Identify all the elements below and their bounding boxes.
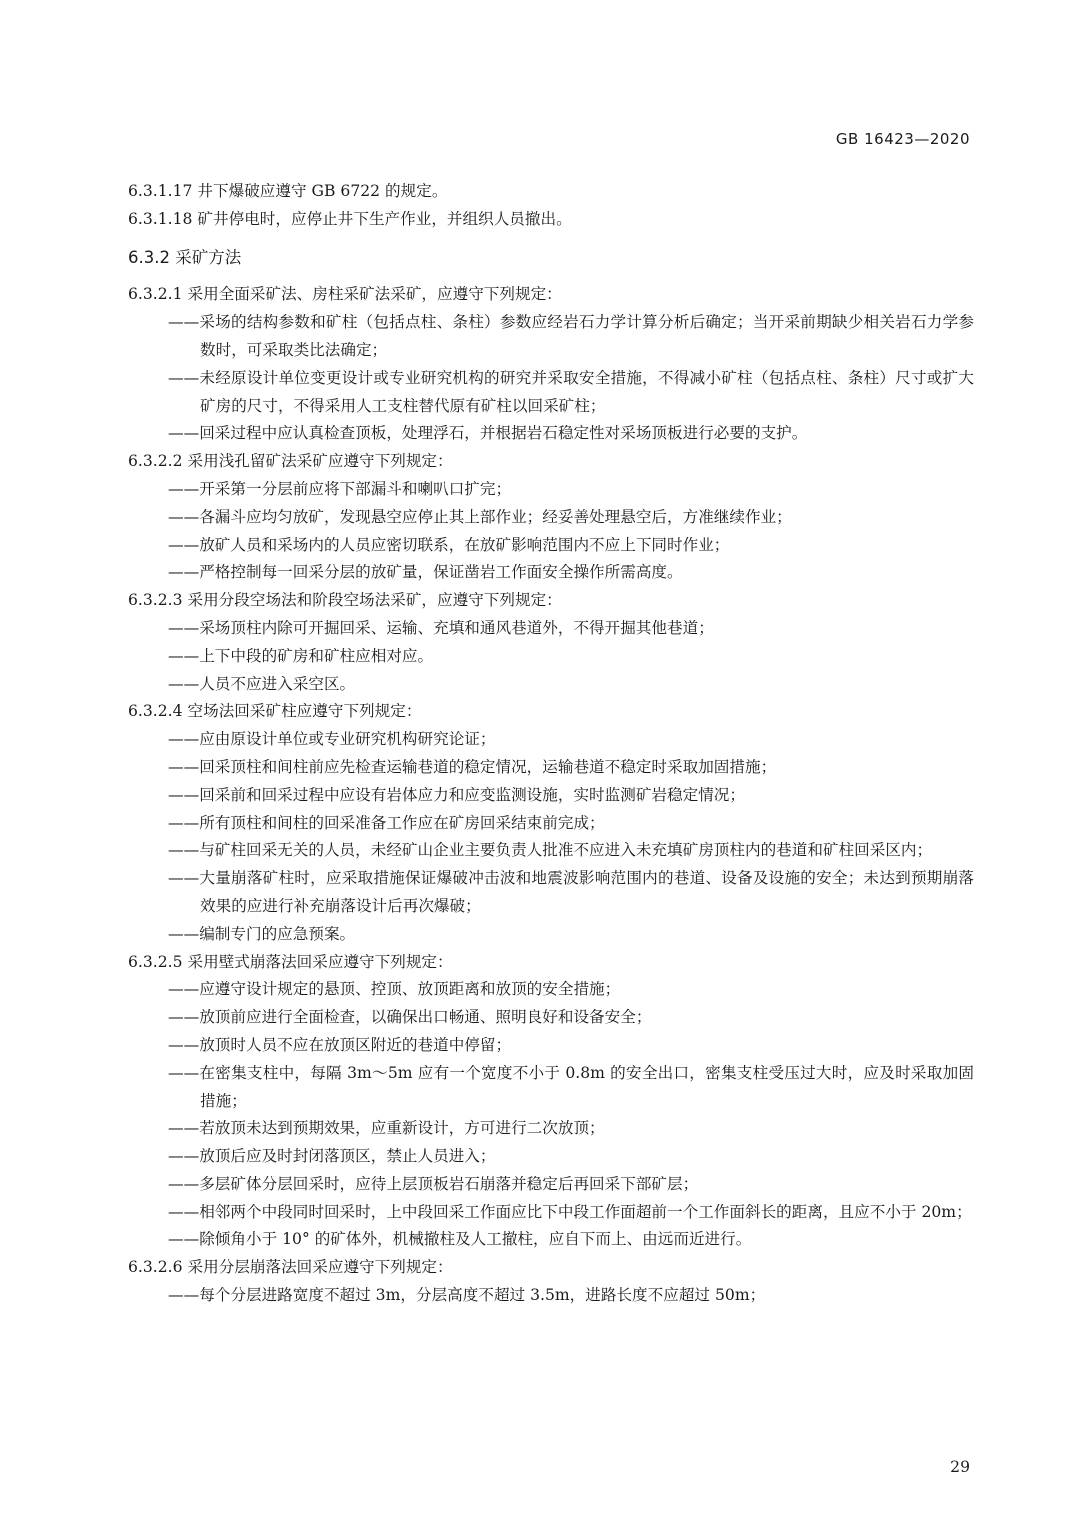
list-item: ——放顶前应进行全面检查，以确保出口畅通、照明良好和设备安全； xyxy=(168,1008,652,1027)
list-item: ——相邻两个中段同时回采时，上中段回采工作面应比下中段工作面超前一个工作面斜长的距离，且应不小于 20m； xyxy=(168,1202,972,1221)
clause: 6.3.2.5 采用壁式崩落法回采应遵守下列规定： xyxy=(128,952,453,971)
list-item: ——各漏斗应均匀放矿，发现悬空应停止其上部作业；经妥善处理悬空后，方准继续作业； xyxy=(168,507,792,526)
list-item: ——未经原设计单位变更设计或专业研究机构的研究并采取安全措施，不得减小矿柱（包括点柱、条柱）尺寸或扩大矿房的尺寸，不得采用人工支柱替代原有矿柱以回采矿柱； xyxy=(168,368,974,415)
list-item: ——开采第一分层前应将下部漏斗和喇叭口扩完； xyxy=(168,479,512,498)
list-item: ——回采顶柱和间柱前应先检查运输巷道的稳定情况，运输巷道不稳定时采取加固措施； xyxy=(168,757,777,776)
list-item: ——回采前和回采过程中应设有岩体应力和应变监测设施，实时监测矿岩稳定情况； xyxy=(168,785,745,804)
clause: 6.3.2.4 空场法回采矿柱应遵守下列规定： xyxy=(128,702,422,721)
document-body xyxy=(128,178,974,1310)
list-item: ——采场顶柱内除可开掘回采、运输、充填和通风巷道外，不得开掘其他巷道； xyxy=(168,618,714,637)
list-item: ——在密集支柱中，每隔 3m～5m 应有一个宽度不小于 0.8m 的安全出口，密集支柱受压过大时，应及时采取加固措施； xyxy=(168,1063,974,1110)
list-item: ——编制专门的应急预案。 xyxy=(168,924,356,943)
section-heading: 6.3.2 采矿方法 xyxy=(128,247,242,267)
standard-code: GB 16423—2020 xyxy=(835,130,970,148)
list-item: ——放顶后应及时封闭落顶区，禁止人员进入； xyxy=(168,1147,496,1166)
list-item: ——应由原设计单位或专业研究机构研究论证； xyxy=(168,730,496,749)
clause: 6.3.2.6 采用分层崩落法回采应遵守下列规定： xyxy=(128,1258,453,1277)
list-item: ——严格控制每一回采分层的放矿量，保证凿岩工作面安全操作所需高度。 xyxy=(168,563,683,582)
list-item: ——每个分层进路宽度不超过 3m，分层高度不超过 3.5m，进路长度不应超过 50m； xyxy=(168,1286,766,1305)
list-item: ——多层矿体分层回采时，应待上层顶板岩石崩落并稳定后再回采下部矿层； xyxy=(168,1174,699,1193)
clause: 6.3.2.3 采用分段空场法和阶段空场法采矿，应遵守下列规定： xyxy=(128,591,562,610)
list-item: ——采场的结构参数和矿柱（包括点柱、条柱）参数应经岩石力学计算分析后确定；当开采前期缺少相关岩石力学参数时，可采取类比法确定； xyxy=(168,313,974,359)
list-item: ——应遵守设计规定的悬顶、控顶、放顶距离和放顶的安全措施； xyxy=(168,980,621,999)
list-item: ——大量崩落矿柱时，应采取措施保证爆破冲击波和地震波影响范围内的巷道、设备及设施的安全；未达到预期崩落效果的应进行补充崩落设计后再次爆破； xyxy=(168,869,974,915)
list-item: ——人员不应进入采空区。 xyxy=(168,674,356,693)
page-number: 29 xyxy=(950,1458,970,1476)
clause: 6.3.1.18 矿井停电时，应停止井下生产作业，并组织人员撤出。 xyxy=(128,209,572,228)
list-item: ——放矿人员和采场内的人员应密切联系，在放矿影响范围内不应上下同时作业； xyxy=(168,535,730,554)
list-item: ——若放顶未达到预期效果，应重新设计，方可进行二次放顶； xyxy=(168,1119,605,1138)
clause: 6.3.1.17 井下爆破应遵守 GB 6722 的规定。 xyxy=(128,182,448,200)
clause: 6.3.2.1 采用全面采矿法、房柱采矿法采矿，应遵守下列规定： xyxy=(128,285,562,304)
list-item: ——所有顶柱和间柱的回采准备工作应在矿房回采结束前完成； xyxy=(168,813,605,832)
list-item: ——上下中段的矿房和矿柱应相对应。 xyxy=(168,646,434,665)
clause: 6.3.2.2 采用浅孔留矿法采矿应遵守下列规定： xyxy=(128,452,453,471)
list-item: ——放顶时人员不应在放顶区附近的巷道中停留； xyxy=(168,1035,512,1054)
list-item: ——与矿柱回采无关的人员，未经矿山企业主要负责人批准不应进入未充填矿房顶柱内的巷道和矿柱回采区内； xyxy=(168,841,933,860)
list-item: ——除倾角小于 10° 的矿体外，机械撤柱及人工撤柱，应自下而上、由远而近进行。 xyxy=(168,1230,752,1249)
list-item: ——回采过程中应认真检查顶板，处理浮石，并根据岩石稳定性对采场顶板进行必要的支护。 xyxy=(168,424,808,443)
